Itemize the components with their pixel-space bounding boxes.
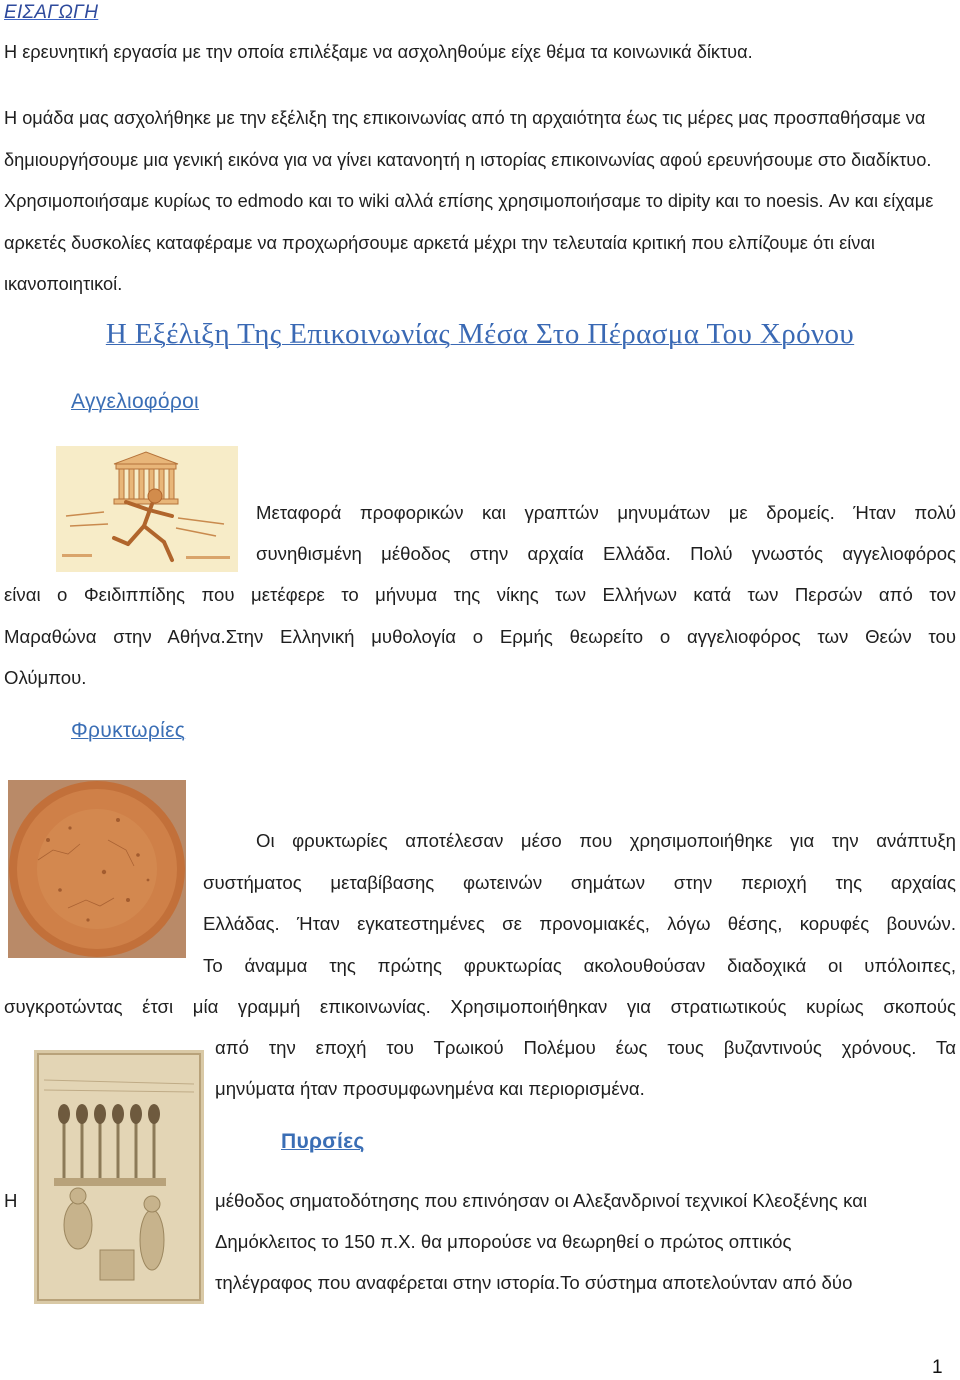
- beacons-line-5: συγκροτώντας έτσι μία γραμμή επικοινωνίας. Χρησιμοποιήθηκαν για στρατιωτικούς κυρίως σκοπούς: [4, 996, 956, 1017]
- intro-paragraph-2: Η ομάδα μας ασχολήθηκε με την εξέλιξη της επικοινωνίας από τη αρχαιότητα έως τις μέρες μας προσπαθήσαμε να δημιουργήσουμε μια γενική εικόνα για να γίνει κατανοητή η ιστορίας επικοινωνίας αφού ερευνήσουμε στο διαδίκτυο. Χρησιμοποιήσαμε κυρίως το edmodo και το wiki αλλά επίσης χρησιμοποιήσαμε το dipity και το noesis. Αν και είχαμε αρκετές δυσκολίες καταφέραμε να προχωρήσουμε αρκετά μέχρι την τελευταία κριτική που ελπίζουμε ότι είναι ικανοποιητικοί.: [4, 108, 934, 294]
- beacons-line-4: Το άναμμα της πρώτης φρυκτωρίας ακολουθούσαν διαδοχικά οι υπόλοιπες,: [203, 955, 956, 976]
- runner-illustration: [56, 446, 238, 572]
- intro-heading: ΕΙΣΑΓΩΓΗ: [4, 2, 99, 23]
- torches-line-1: μέθοδος σηματοδότησης που επινόησαν οι Αλεξανδρινοί τεχνικοί Κλεοξένης και: [215, 1190, 868, 1211]
- torches-line-2: Δημόκλειτος το 150 π.Χ. θα μπορούσε να θεωρηθεί ο πρώτος οπτικός: [215, 1231, 792, 1252]
- main-title: Η Εξέλιξη Της Επικοινωνίας Μέσα Στο Πέρασμα Του Χρόνου: [105, 318, 855, 350]
- page-number: 1: [932, 1357, 943, 1378]
- messengers-line-4: Μαραθώνα στην Αθήνα.Στην Ελληνική μυθολογία ο Ερμής θεωρείτο ο αγγελιοφόρος των Θεών του: [4, 626, 956, 647]
- messengers-line-2: συνηθισμένη μέθοδος στην αρχαία Ελλάδα. Πολύ γνωστός αγγελιοφόρος: [256, 543, 956, 564]
- bronze-disc-photo: [8, 780, 186, 958]
- messengers-line-3: είναι ο Φειδιππίδης που μετέφερε το μήνυμα της νίκης των Ελλήνων κατά των Περσών από τον: [4, 584, 956, 605]
- beacons-line-6: από την εποχή του Τρωικού Πολέμου έως τους βυζαντινούς χρόνους. Τα: [215, 1037, 956, 1058]
- messengers-line-5: Ολύμπου.: [4, 667, 87, 688]
- torch-relief-photo: [34, 1050, 204, 1304]
- torches-line-3: τηλέγραφος που αναφέρεται στην ιστορία.Το σύστημα αποτελούνταν από δύο: [215, 1272, 853, 1293]
- beacons-line-3: Ελλάδας. Ήταν εγκατεστημένες σε προνομιακές, λόγω θέσης, κορυφές βουνών.: [203, 913, 956, 934]
- section-heading-torches: Πυρσίες: [281, 1130, 365, 1153]
- beacons-line-7: μηνύματα ήταν προσυμφωνημένα και περιορισμένα.: [215, 1078, 645, 1099]
- beacons-line-2: συστήματος μεταβίβασης φωτεινών σημάτων στην περιοχή της αρχαίας: [203, 872, 956, 893]
- intro-paragraph-1: Η ερευνητική εργασία με την οποία επιλέξαμε να ασχοληθούμε είχε θέμα τα κοινωνικά δίκτυα.: [4, 42, 753, 62]
- section-heading-messengers: Αγγελιοφόροι: [71, 390, 200, 413]
- torches-lead-letter: Η: [4, 1190, 18, 1211]
- beacons-line-1: Οι φρυκτωρίες αποτέλεσαν μέσο που χρησιμοποιήθηκε για την ανάπτυξη: [256, 830, 956, 851]
- messengers-line-1: Μεταφορά προφορικών και γραπτών μηνυμάτων με δρομείς. Ήταν πολύ: [256, 502, 956, 523]
- section-heading-beacons: Φρυκτωρίες: [71, 719, 186, 742]
